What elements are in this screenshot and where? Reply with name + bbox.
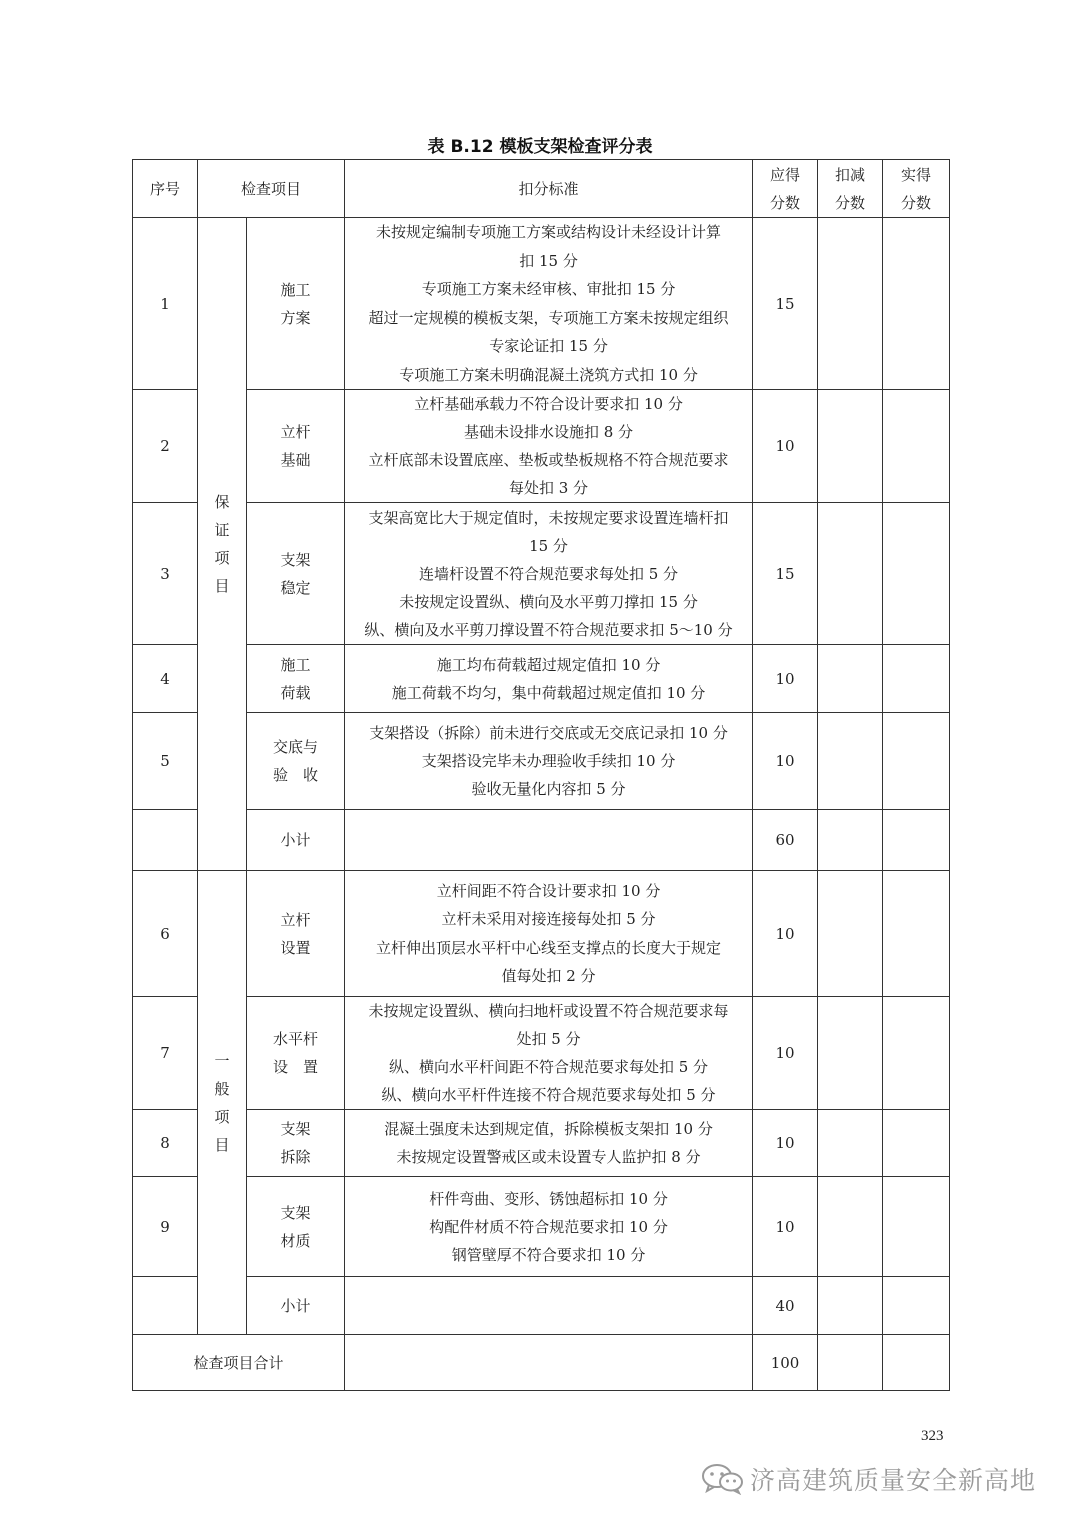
row-criteria: 支架搭设（拆除）前未进行交底或无交底记录扣 10 分 支架搭设完毕未办理验收手续扣 10 分 验收无量化内容扣 5 分 (345, 713, 753, 810)
row-actual-score[interactable] (883, 503, 950, 645)
row-actual-score[interactable] (883, 1110, 950, 1177)
header-criteria: 扣分标准 (345, 160, 753, 218)
row-deduct-score[interactable] (818, 390, 883, 503)
table-row (133, 390, 950, 503)
row-seq: 1 (133, 218, 198, 390)
row-deduct-score[interactable] (818, 645, 883, 713)
score-table (132, 159, 950, 1391)
header-due-score: 应得 分数 (753, 160, 818, 218)
row-item: 施工 方案 (247, 218, 345, 390)
wechat-icon (700, 1463, 746, 1495)
subtotal-due-score: 60 (753, 810, 818, 871)
table-row (133, 871, 950, 997)
watermark-text: 济高建筑质量安全新高地 (750, 1466, 1037, 1495)
row-deduct-score[interactable] (818, 1277, 883, 1335)
subtotal-row (133, 810, 950, 871)
row-seq: 4 (133, 645, 198, 713)
row-deduct-score[interactable] (818, 997, 883, 1110)
row-criteria: 混凝土强度未达到规定值，拆除模板支架扣 10 分 未按规定设置警戒区或未设置专人监护扣 8 分 (345, 1110, 753, 1177)
category-general: 一 般 项 目 (198, 871, 247, 1335)
row-due-score: 15 (753, 503, 818, 645)
row-item: 施工 荷载 (247, 645, 345, 713)
row-criteria: 未按规定设置纵、横向扫地杆或设置不符合规范要求每 处扣 5 分 纵、横向水平杆间距不符合规范要求每处扣 5 分 纵、横向水平杆件连接不符合规范要求每处扣 5 分 (345, 997, 753, 1110)
table-row (133, 713, 950, 810)
row-seq: 9 (133, 1177, 198, 1277)
row-due-score: 10 (753, 713, 818, 810)
row-seq: 5 (133, 713, 198, 810)
row-deduct-score[interactable] (818, 810, 883, 871)
table-row (133, 1110, 950, 1177)
row-actual-score[interactable] (883, 997, 950, 1110)
row-deduct-score[interactable] (818, 871, 883, 997)
row-deduct-score[interactable] (818, 713, 883, 810)
table-row (133, 503, 950, 645)
page-number: 323 (921, 1428, 944, 1444)
row-criteria: 施工均布荷载超过规定值扣 10 分 施工荷载不均匀，集中荷载超过规定值扣 10 分 (345, 645, 753, 713)
row-criteria: 未按规定编制专项施工方案或结构设计未经设计计算 扣 15 分 专项施工方案未经审核、审批扣 15 分 超过一定规模的模板支架，专项施工方案未按规定组织 专家论证扣 15 分 专项施工方案未明确混凝土浇筑方式扣 10 分 (345, 218, 753, 390)
category-guarantee: 保 证 项 目 (198, 218, 247, 871)
row-due-score: 10 (753, 1110, 818, 1177)
row-actual-score[interactable] (883, 645, 950, 713)
row-due-score: 15 (753, 218, 818, 390)
table-title: 表 B.12 模板支架检查评分表 (427, 137, 653, 157)
header-actual-score: 实得 分数 (883, 160, 950, 218)
row-criteria: 立杆间距不符合设计要求扣 10 分 立杆未采用对接连接每处扣 5 分 立杆伸出顶层水平杆中心线至支撑点的长度大于规定 值每处扣 2 分 (345, 871, 753, 997)
row-item: 立杆 设置 (247, 871, 345, 997)
row-criteria (345, 810, 753, 871)
total-actual-score[interactable] (883, 1335, 950, 1391)
row-seq: 6 (133, 871, 198, 997)
row-actual-score[interactable] (883, 713, 950, 810)
row-item: 水平杆 设 置 (247, 997, 345, 1110)
row-deduct-score[interactable] (818, 1110, 883, 1177)
row-due-score: 10 (753, 997, 818, 1110)
table-row (133, 1177, 950, 1277)
header-item: 检查项目 (198, 160, 345, 218)
subtotal-due-score: 40 (753, 1277, 818, 1335)
row-actual-score[interactable] (883, 810, 950, 871)
header-row (133, 160, 950, 218)
row-due-score: 10 (753, 390, 818, 503)
row-item: 支架 稳定 (247, 503, 345, 645)
table-row (133, 218, 950, 390)
row-seq (133, 810, 198, 871)
row-actual-score[interactable] (883, 871, 950, 997)
total-label: 检查项目合计 (133, 1335, 345, 1391)
row-seq: 8 (133, 1110, 198, 1177)
table-row (133, 997, 950, 1110)
row-criteria: 立杆基础承载力不符合设计要求扣 10 分 基础未设排水设施扣 8 分 立杆底部未设置底座、垫板或垫板规格不符合规范要求 每处扣 3 分 (345, 390, 753, 503)
watermark (700, 1462, 1060, 1496)
row-deduct-score[interactable] (818, 1177, 883, 1277)
row-seq: 3 (133, 503, 198, 645)
table-row (133, 645, 950, 713)
row-item: 支架 拆除 (247, 1110, 345, 1177)
row-deduct-score[interactable] (818, 218, 883, 390)
row-due-score: 10 (753, 871, 818, 997)
total-row (133, 1335, 950, 1391)
row-seq: 7 (133, 997, 198, 1110)
row-criteria (345, 1335, 753, 1391)
row-actual-score[interactable] (883, 1177, 950, 1277)
row-criteria: 杆件弯曲、变形、锈蚀超标扣 10 分 构配件材质不符合规范要求扣 10 分 钢管壁厚不符合要求扣 10 分 (345, 1177, 753, 1277)
row-item: 交底与 验 收 (247, 713, 345, 810)
row-seq: 2 (133, 390, 198, 503)
row-item: 立杆 基础 (247, 390, 345, 503)
row-due-score: 10 (753, 645, 818, 713)
total-deduct-score[interactable] (818, 1335, 883, 1391)
row-criteria: 支架高宽比大于规定值时，未按规定要求设置连墙杆扣 15 分 连墙杆设置不符合规范要求每处扣 5 分 未按规定设置纵、横向及水平剪刀撑扣 15 分 纵、横向及水平剪刀撑设置不符合规范要求扣 5～10 分 (345, 503, 753, 645)
header-deduct-score: 扣减 分数 (818, 160, 883, 218)
subtotal-row (133, 1277, 950, 1335)
row-deduct-score[interactable] (818, 503, 883, 645)
row-seq (133, 1277, 198, 1335)
row-actual-score[interactable] (883, 390, 950, 503)
subtotal-label: 小计 (247, 1277, 345, 1335)
row-due-score: 10 (753, 1177, 818, 1277)
row-criteria (345, 1277, 753, 1335)
row-actual-score[interactable] (883, 218, 950, 390)
row-actual-score[interactable] (883, 1277, 950, 1335)
row-item: 支架 材质 (247, 1177, 345, 1277)
subtotal-label: 小计 (247, 810, 345, 871)
header-seq: 序号 (133, 160, 198, 218)
total-due-score: 100 (753, 1335, 818, 1391)
